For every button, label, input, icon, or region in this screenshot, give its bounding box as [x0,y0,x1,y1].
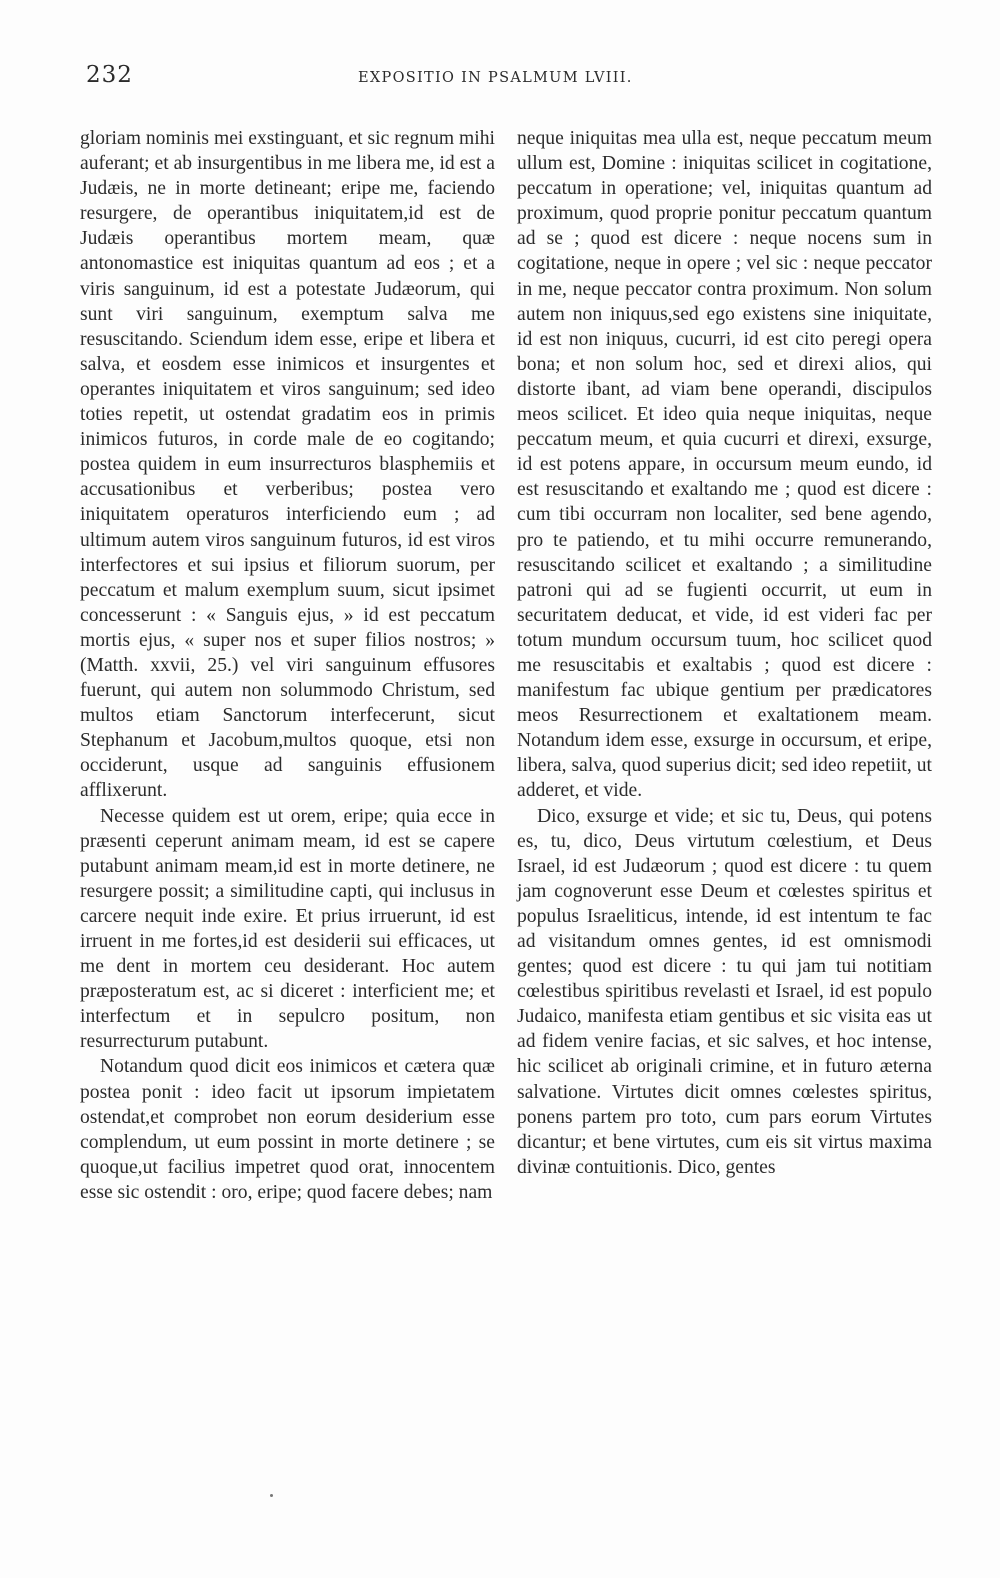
paragraph: Notandum quod dicit eos inimicos et cætera quæ postea ponit : ideo facit ut ipsorum impietatem ostendat,et comprobet non eorum desiderium esse complendum, ut eum possint in morte detinere ; se quoque,ut facilius impetret quod orat, innocentem esse sic ostendit : oro, eripe; quod facere debes; nam [80,1056,495,1203]
paragraph: Dico, exsurge et vide; et sic tu, Deus, qui potens es, tu, dico, Deus virtutum cœlestium, et Deus Israel, id est Judæorum ; quod est dicere : tu quem jam cognoverunt esse Deum et cœlestes spiritus et populus Israeliticus, intende, id est intentum te fac ad visitandum omnes gentes, id est omnismodi gentes; quod est dicere : tu qui jam tui notitiam cœlestibus spiritibus revelasti et Israel, id est populo Judaico, manifesta etiam gentibus et sic visita eas ut ad fidem venire facias, et sic salves, et hoc intense, hic scilicet ab originali crimine, et in futuro æterna salvatione. Virtutes dicit omnes cœlestes spiritus, ponens partem pro toto, cum pars eorum Virtutes dicantur; et bene virtutes, cum eis sit virtus maxima divinæ contuitionis. Dico, gentes [517,805,932,1178]
page-number: 232 [86,62,133,88]
page-header [86,62,946,96]
printer-speck [270,1494,273,1497]
right-column [517,126,932,1180]
left-column [80,126,495,1205]
paragraph: gloriam nominis mei exstinguant, et sic regnum mihi auferant; et ab insurgentibus in me libera me, id est a Judæis, ne in morte detineant; eripe me, faciendo resurgere, de operantibus iniquitatem,id est de Judæis operantibus mortem meam, quæ antonomastice est iniquitas quantum ad eos ; et a viris sanguinum, id est a potestate Judæorum, qui sunt viri sanguinum, exemptum salva me resuscitando. Sciendum idem esse, eripe et libera et salva, et eosdem esse inimicos et insurgentes et operantes iniquitatem et viros sanguinum; sed ideo toties repetit, ut ostendat gradatim eos in primis inimicos futuros, in corde male de eo cogitando; postea quidem in eum insurrecturos blasphemiis et accusationibus et verberibus; postea vero iniquitatem operaturos interficiendo eum ; ad ultimum autem viros sanguinum futuros, id est viros interfectores et sui ipsius et filiorum suorum, per peccatum et malum exemplum suum, sicut ipsimet concesserunt : « Sanguis ejus, » id est peccatum mortis ejus, « super nos et super filios nostros; » (Matth. xxvii, 25.) vel viri sanguinum effusores fuerunt, qui autem non solummodo Christum, sed multos etiam Sanctorum interfecerunt, sicut Stephanum et Jacobum,multos quoque, etsi non occiderunt, usque ad sanguinis effusionem afflixerunt. [80,128,495,802]
running-head: EXPOSITIO IN PSALMUM LVIII. [358,70,633,86]
paragraph: Necesse quidem est ut orem, eripe; quia ecce in præsenti ceperunt animam meam, id est se capere putabunt animam meam,id est in morte detinere, ne resurgere possit; a similitudine capti, qui inclusus in carcere nequit inde exire. Et prius irruerunt, id est irruent in me fortes,id est desiderii sui efficaces, ut me dent in mortem ceu desiderant. Hoc autem præposteratum est, ac si diceret : interficient me; et interfectum et in sepulcro positum, non resurrecturum putabunt. [80,805,495,1053]
paragraph: neque iniquitas mea ulla est, neque peccatum meum ullum est, Domine : iniquitas scilicet in cogitatione, peccatum in operatione; vel, iniquitas quantum ad proximum, quod proprie ponitur peccatum quantum ad se ; quod est dicere : neque nocens sum in cogitatione, neque in opere ; vel sic : neque peccator in me, neque peccator contra proximum. Non solum autem non iniquus,sed ego existens sine iniquitate, id est non iniquus, cucurri, id est cito peregi opera bona; et non solum hoc, sed et direxi alios, qui distorte ibant, ad viam bene operandi, discipulos meos scilicet. Et ideo quia neque iniquitas, neque peccatum meum, et quia cucurri et direxi, exsurge, id est potens appare, in occursum meum eundo, id est resuscitando et exaltando me ; quod est dicere : cum tibi occurram non localiter, sed bene agendo, pro te patiendo, et tu mihi occurre remunerando, resuscitando scilicet et exaltando ; a similitudine patroni qui ad se fugienti occurrit, ut eum in securitatem deducat, et vide, id est videri fac per totum mundum occursum tuum, hoc scilicet quod me resuscitabis et exaltabis ; quod est dicere : manifestum fac ubique gentium per prædicatores meos Resurrectionem et exaltationem meam. Notandum idem esse, exsurge in occursum, et eripe, libera, salva, quod superius dicit; sed ideo repetiit, ut adderet, et vide. [517,128,932,802]
